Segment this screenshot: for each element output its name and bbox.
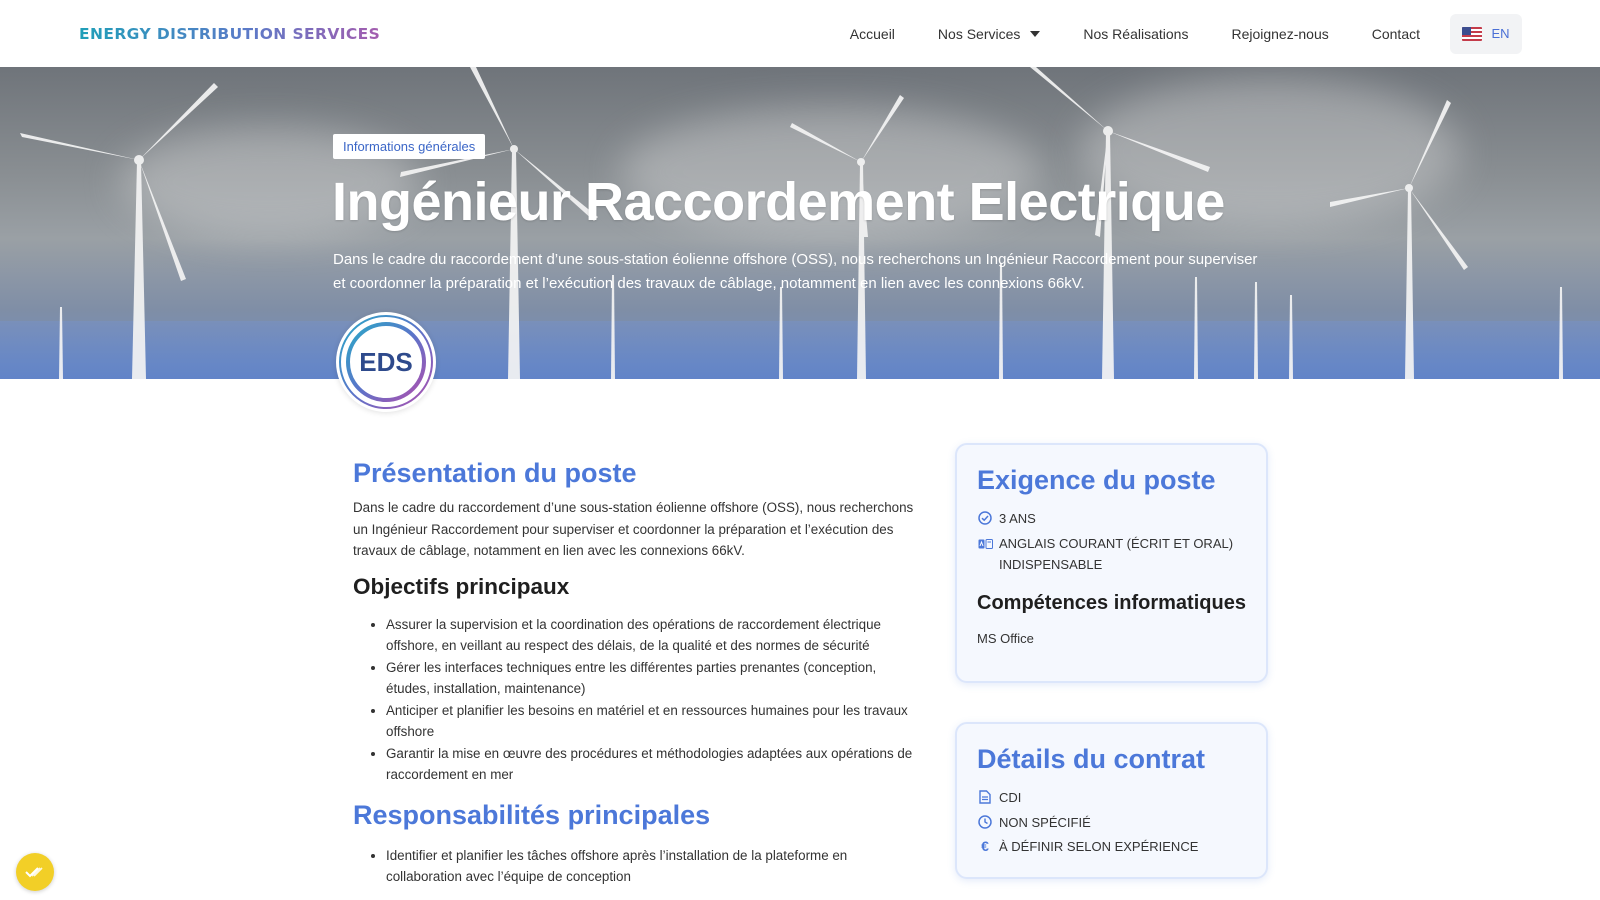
category-tag: Informations générales bbox=[333, 134, 485, 159]
contract-card bbox=[955, 722, 1268, 879]
nav-nos-services-label: Nos Services bbox=[937, 25, 1021, 42]
nav-rejoignez-nous[interactable]: Rejoignez-nous bbox=[1231, 25, 1329, 42]
contract-schedule bbox=[977, 812, 1246, 834]
contract-schedule-value: NON SPÉCIFIÉ bbox=[999, 814, 1091, 830]
list-item: • Garantir la mise en œuvre des procédures et méthodologies adaptées aux opérations de raccordement en mer bbox=[386, 743, 918, 786]
requirements-card bbox=[955, 443, 1268, 683]
list-item: • Gérer les interfaces techniques entre les différentes parties prenantes (conception, études, installation, maintenance) bbox=[386, 657, 918, 700]
main-nav bbox=[807, 14, 1522, 54]
us-flag-icon bbox=[1462, 27, 1482, 41]
list-item: • Identifier et planifier les tâches offshore après l’installation de la plateforme en collaboration avec l’équipe de conception bbox=[386, 845, 918, 888]
requirements-heading: Exigence du poste bbox=[977, 465, 1216, 495]
it-skills-heading: Compétences informatiques bbox=[977, 591, 1246, 614]
job-title: Ingénieur Raccordement Electrique bbox=[332, 172, 1225, 232]
presentation-heading: Présentation du poste bbox=[353, 458, 637, 488]
euro-icon: € bbox=[981, 838, 989, 854]
caret-down-icon bbox=[1030, 31, 1040, 37]
document-icon bbox=[977, 790, 993, 804]
presentation-text: Dans le cadre du raccordement d’une sous-station éolienne offshore (OSS), nous recherchons un Ingénieur Raccordement pour superviser et coordonner la préparation et l’exécution des travaux de câblage, notamment en lien avec les connexions 66kV. bbox=[353, 500, 914, 558]
hero-banner bbox=[0, 67, 1600, 379]
language-switcher[interactable] bbox=[1450, 14, 1522, 54]
translate-icon bbox=[977, 539, 993, 549]
nav-nos-realisations[interactable]: Nos Réalisations bbox=[1083, 25, 1189, 42]
job-summary: Dans le cadre du raccordement d’une sous-station éolienne offshore (OSS), nous recherchons un Ingénieur Raccordement pour superviser et coordonner la préparation et l’exécution des travaux de câblage, notamment en lien avec les connexions 66kV. bbox=[333, 251, 1258, 292]
experience-value: 3 ANS bbox=[999, 511, 1036, 526]
check-circle-icon bbox=[977, 511, 993, 525]
language-value: ANGLAIS COURANT (ÉCRIT ET ORAL) INDISPENSABLE bbox=[999, 535, 1234, 572]
nav-contact[interactable]: Contact bbox=[1371, 25, 1420, 42]
contract-heading: Détails du contrat bbox=[977, 744, 1206, 774]
consent-button[interactable] bbox=[16, 853, 54, 891]
experience-requirement bbox=[977, 508, 1246, 530]
company-logo bbox=[336, 312, 436, 412]
responsibilities-heading: Responsabilités principales bbox=[353, 799, 711, 830]
brand-logo-text[interactable]: ENERGY DISTRIBUTION SERVICES bbox=[79, 24, 381, 43]
list-item: • Anticiper et planifier les besoins en matériel et en ressources humaines pour les travaux offshore bbox=[386, 700, 918, 743]
eds-logo-icon bbox=[336, 312, 436, 412]
job-description bbox=[353, 458, 918, 888]
responsibilities-list bbox=[353, 845, 918, 888]
clock-icon bbox=[977, 815, 993, 829]
contract-type bbox=[977, 787, 1246, 809]
contract-salary bbox=[977, 836, 1246, 858]
nav-accueil[interactable]: Accueil bbox=[849, 25, 895, 42]
contract-salary-value: À DÉFINIR SELON EXPÉRIENCE bbox=[999, 839, 1199, 854]
nav-nos-services[interactable] bbox=[938, 26, 1040, 42]
contract-type-value: CDI bbox=[999, 790, 1022, 805]
language-requirement bbox=[977, 533, 1246, 576]
language-label: EN bbox=[1491, 26, 1510, 41]
it-skills-value: MS Office bbox=[977, 630, 1034, 646]
double-check-icon bbox=[25, 865, 45, 879]
logo-text: EDS bbox=[359, 347, 413, 377]
objectives-heading: Objectifs principaux bbox=[353, 573, 570, 599]
site-header bbox=[0, 0, 1600, 67]
objectives-list bbox=[353, 614, 918, 786]
list-item: • Assurer la supervision et la coordination des opérations de raccordement électrique offshore, en veillant au respect des délais, de la qualité et des normes de sécurité bbox=[386, 614, 918, 657]
